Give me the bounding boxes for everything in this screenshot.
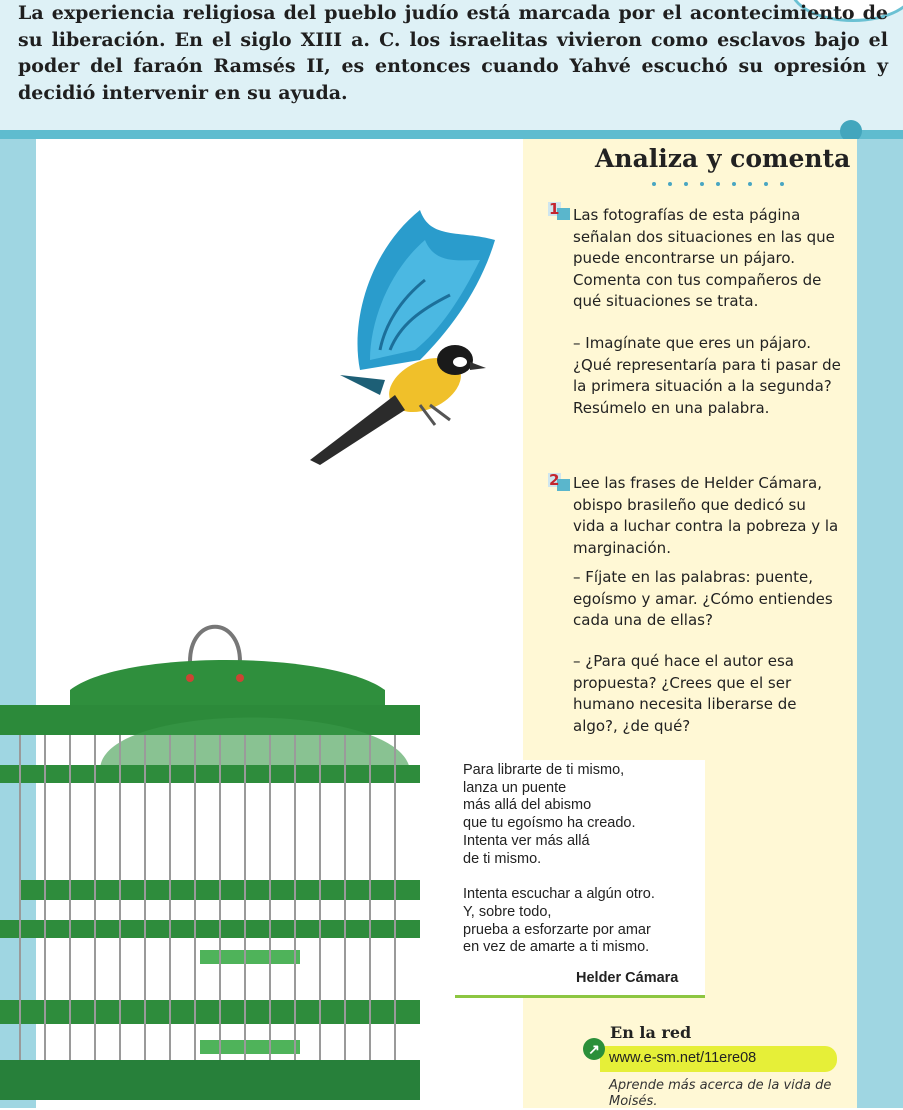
- section-title: Analiza y comenta: [595, 144, 851, 173]
- question-1-text: Las fotografías de esta página señalan dos situaciones en las que puede encontrarse un pájaro. Comenta con tus compañeros de qué situaciones se trata.: [573, 206, 835, 310]
- question-2-text: Lee las frases de Helder Cámara, obispo brasileño que dedicó su vida a luchar contra la pobreza y la marginación.: [573, 474, 839, 557]
- poem-line: Intenta escuchar a algún otro.: [463, 886, 655, 903]
- question-2-subitem-1: – Fíjate en las palabras: puente, egoísmo y amar. ¿Cómo entiendes cada una de ellas?: [573, 568, 833, 629]
- en-la-red-title: En la red: [610, 1023, 692, 1042]
- right-margin-strip: [857, 139, 903, 1108]
- poem-author: Helder Cámara: [576, 970, 679, 986]
- poem-line: más allá del abismo: [463, 797, 592, 814]
- intro-text: La experiencia religiosa del pueblo judío está marcada por el acontecimiento de su liberación. En el siglo XIII a. C. los israelitas vivieron como esclavos bajo el poder del faraón Ramsés II, es entonces cuando Yahvé escuchó su opresión y decidió intervenir en su ayuda.: [18, 2, 888, 104]
- section-divider: [0, 130, 903, 139]
- title-dots: [652, 182, 784, 186]
- web-link[interactable]: www.e-sm.net/11ere08: [609, 1050, 757, 1066]
- poem-line: Y, sobre todo,: [463, 903, 552, 920]
- bird-photo: [310, 210, 510, 470]
- web-link-icon: ↗: [583, 1038, 605, 1060]
- birdcage-photo: [0, 620, 440, 1108]
- poem-line: de ti mismo.: [463, 850, 542, 867]
- question-number-badge: 1: [548, 202, 570, 222]
- poem-line: Intenta ver más allá: [463, 832, 590, 849]
- poem: [463, 762, 708, 957]
- poem-line: que tu egoísmo ha creado.: [463, 815, 636, 832]
- poem-line: lanza un puente: [463, 779, 567, 796]
- poem-line: en vez de amarte a ti mismo.: [463, 939, 650, 956]
- question-2-subitem-2: – ¿Para qué hace el autor esa propuesta? ¿Crees que el ser humano necesita liberarse de algo?, ¿de qué?: [573, 652, 797, 735]
- en-la-red-description: Aprende más acerca de la vida de Moisés.: [609, 1078, 832, 1109]
- poem-line: prueba a esforzarte por amar: [463, 921, 651, 938]
- question-number-badge: 2: [548, 473, 570, 493]
- bird-wing-icon: [358, 210, 496, 370]
- question-1-subitem: – Imagínate que eres un pájaro. ¿Qué representaría para ti pasar de la primera situación a la segunda? Resúmelo en una palabra.: [573, 334, 841, 417]
- poem-line: Para librarte de ti mismo,: [463, 762, 625, 778]
